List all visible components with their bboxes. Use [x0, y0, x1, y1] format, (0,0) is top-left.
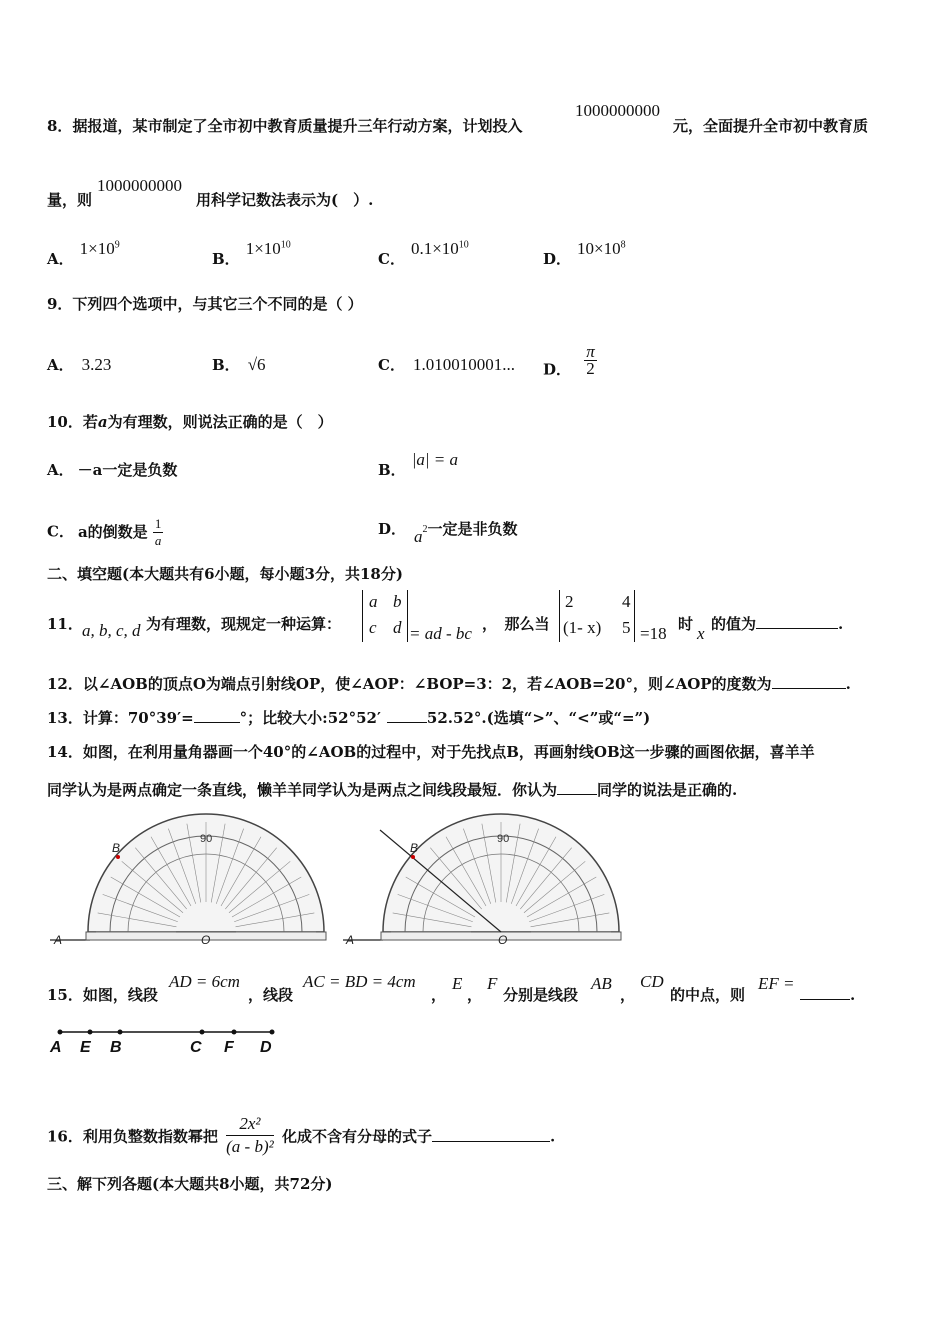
q15-answer-blank[interactable]: [800, 985, 850, 1000]
q8-line2-start: 量，则: [47, 191, 93, 209]
point-f-label: F: [224, 1039, 234, 1056]
point-f-dot: [232, 1030, 237, 1035]
q15-blank-wrap: .: [800, 985, 855, 1005]
q8-amount: 1000000000: [575, 101, 660, 120]
q15-ab: AB: [591, 974, 612, 993]
fig2-label-b: B: [410, 841, 419, 855]
q15-segment-figure: [44, 1022, 294, 1058]
point-b-dot: [118, 1030, 123, 1035]
q10-option-d[interactable]: D． $a^2$一定是非负数: [378, 520, 518, 546]
q16-fraction: $\frac{\text{2x²}}{\text{(a - b)²}}$: [226, 1114, 274, 1156]
fig1-label-90: 90: [200, 833, 213, 845]
q10-question: 10．若a为有理数，则说法正确的是（ ）: [47, 413, 333, 431]
q10-option-c[interactable]: C． a的倒数是 $\frac{1}{a}$: [47, 516, 162, 548]
q14-line1: 14．如图，在利用量角器画一个40°的∠AOB的过程中，对于先找点B，再画射线OB这一步骤的画图依据，喜羊羊: [47, 743, 815, 761]
q11-text-a: 为有理数，现规定一种运算：: [146, 615, 342, 633]
q11-equals: =18: [640, 624, 667, 643]
q14-line2: 同学认为是两点确定一条直线，懒羊羊同学认为是两点之间线段最短．你认为 同学的说法是正确的.: [47, 781, 738, 799]
q16-question: 16．利用负整数指数幂把 $\frac{\text{2x²}}{\text{(a - b)²}}$ 化成不含有分母的式子 .: [47, 1114, 556, 1156]
fig2-point-b: [411, 855, 415, 859]
q15-ad: AD = 6cm: [169, 972, 240, 991]
q15-comma-3: ，: [620, 986, 636, 1004]
q16-answer-blank[interactable]: [432, 1127, 550, 1142]
q15-comma-1: ，: [431, 986, 447, 1004]
q15-num: 15．如图，线段: [47, 986, 158, 1004]
q8-option-b[interactable]: B．$1\times 10^{10}$: [212, 239, 291, 268]
q11-text-b: ， 那么当: [482, 615, 550, 633]
point-c-dot: [200, 1030, 205, 1035]
point-d-dot: [270, 1030, 275, 1035]
q8-amount-2: 1000000000: [97, 176, 182, 195]
q8-option-c[interactable]: C．$0.1\times 10^{10}$: [378, 239, 469, 268]
q11-vars: a, b, c, d: [82, 621, 141, 640]
q11-rule: = ad - bc: [409, 624, 472, 643]
q8-option-a[interactable]: A．$1\times 10^9$: [47, 239, 120, 268]
q9-question: 9．下列四个选项中，与其它三个不同的是（ ）: [47, 295, 363, 313]
q15-acbd: AC = BD = 4cm: [303, 972, 416, 991]
fig2-label-a: A: [346, 933, 355, 947]
point-a-label: A: [50, 1039, 62, 1056]
fig1-label-a: A: [54, 933, 63, 947]
q11-answer-blank[interactable]: [756, 614, 838, 629]
q12-question: 12．以∠AOB的顶点O为端点引射线OP，使∠AOP：∠BOP=3：2，若∠AOB=20°，则∠AOP的度数为 .: [47, 675, 851, 693]
q9-option-b[interactable]: B． √6: [212, 355, 266, 374]
q11-determinant-2: 2 4 (1- x) 5: [559, 590, 635, 642]
q11-num: 11．: [47, 615, 83, 633]
q9-option-d[interactable]: D． $\frac{\pi}{2}$: [543, 342, 595, 379]
q13-blank-2[interactable]: [387, 708, 427, 723]
fig2-label-90: 90: [497, 833, 510, 845]
point-c-label: C: [190, 1039, 202, 1056]
q15-text-b: 分别是线段: [503, 986, 579, 1004]
fig1-label-b: B: [112, 841, 121, 855]
fig1-point-b: [116, 855, 120, 859]
q9-option-c[interactable]: C． 1.010010001...: [378, 355, 515, 374]
q15-ef: EF =: [758, 974, 795, 993]
q8-line2-end: 用科学记数法表示为( ）.: [196, 191, 374, 209]
q14-answer-blank[interactable]: [557, 780, 597, 795]
q11-determinant-1: a b c d: [362, 590, 408, 642]
section-2-heading: 二、填空题(本大题共有6小题，每小题3分，共18分): [47, 565, 403, 583]
q8-option-d[interactable]: D．$10\times 10^8$: [543, 239, 626, 268]
fig2-label-o: O: [498, 933, 508, 947]
point-b-label: B: [110, 1039, 122, 1056]
point-a-dot: [58, 1030, 63, 1035]
point-e-dot: [88, 1030, 93, 1035]
q12-answer-blank[interactable]: [772, 674, 846, 689]
q15-e: E: [452, 974, 463, 993]
q9-option-a[interactable]: A． 3.23: [47, 355, 112, 374]
protractor-figures: [40, 812, 940, 952]
q15-comma-2: ，: [467, 986, 483, 1004]
q15-text-c: 的中点，则: [670, 986, 746, 1004]
q10-option-a[interactable]: A． －a一定是负数: [47, 461, 178, 479]
point-e-label: E: [80, 1039, 91, 1056]
q15-text-a: ，线段: [248, 986, 294, 1004]
q10-option-b[interactable]: B．|a| = a: [378, 450, 459, 479]
q15-f: F: [487, 974, 498, 993]
q13-blank-1[interactable]: [194, 708, 240, 723]
q11-text-c: 时: [678, 615, 694, 633]
q13-question: 13．计算：70°39′= °；比较大小:52°52′ 52.52°.(选填“>”、“<”或“=”): [47, 709, 651, 727]
q8-line1: 8．据报道，某市制定了全市初中教育质量提升三年行动方案，计划投入: [47, 117, 523, 135]
q15-cd: CD: [640, 972, 664, 991]
q8-line1-end: 元，全面提升全市初中教育质: [673, 117, 869, 135]
fig1-label-o: O: [201, 933, 211, 947]
point-d-label: D: [260, 1039, 272, 1056]
q11-text-d: 的值为 .: [711, 615, 844, 633]
q11-x: x: [697, 624, 705, 643]
section-3-heading: 三、解下列各题(本大题共8小题，共72分): [47, 1175, 333, 1193]
